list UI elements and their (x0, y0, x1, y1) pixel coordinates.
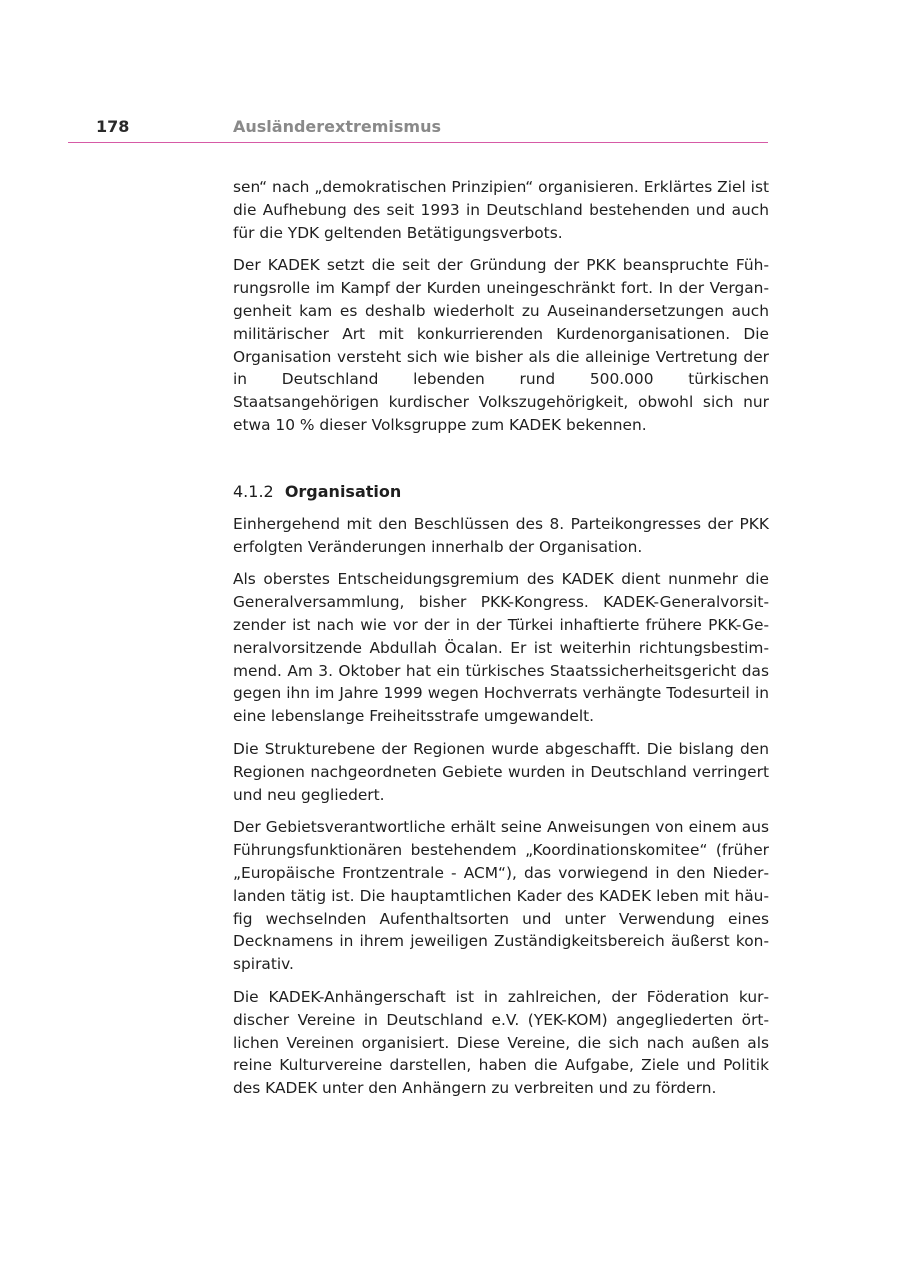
paragraph: Die KADEK-Anhängerschaft ist in zahlreichen, der Föderation kurdischer Vereine in Deutschland e.V. (YEK-KOM) angegliederten örtlichen Vereinen organisiert. Diese Vereine, die sich nach außen als reine Kulturvereine darstellen, haben die Aufgabe, Ziele und Politik des KADEK unter den Anhängern zu verbreiten und zu fördern. (233, 987, 769, 1098)
section-heading (233, 481, 769, 503)
running-title: Ausländerextremismus (233, 117, 441, 136)
page-number: 178 (96, 117, 130, 136)
paragraph: Die Strukturebene der Regionen wurde abgeschafft. Die bislang den Regionen nachgeordneten Gebiete wurden in Deutschland verringert und neu gegliedert. (233, 739, 769, 804)
paragraph: Einhergehend mit den Beschlüssen des 8. Parteikongresses der PKK erfolgten Veränderungen innerhalb der Organisation. (233, 514, 769, 556)
body-text (233, 176, 769, 1110)
page-header (68, 117, 768, 143)
section-number: 4.1.2 (233, 481, 274, 501)
paragraph: Der Gebietsverantwortliche erhält seine Anweisungen von einem aus Führungsfunktionären bestehendem „Koordinationskomitee“ (früher „Europäische Frontzentrale - ACM“), das vorwiegend in den Niederlanden tätig ist. Die hauptamtlichen Kader des KADEK leben mit häufig wechselnden Aufenthaltsorten und unter Verwendung eines Decknamens in ihrem jeweiligen Zuständigkeitsbereich äußerst konspirativ. (233, 818, 769, 974)
paragraph: sen“ nach „demokratischen Prinzipien“ organisieren. Erklärtes Ziel ist die Aufhebung des seit 1993 in Deutschland bestehenden und auch für die YDK geltenden Betätigungsverbots. (233, 178, 769, 242)
paragraph: Der KADEK setzt die seit der Gründung der PKK beanspruchte Führungsrolle im Kampf der Kurden uneingeschränkt fort. In der Vergangenheit kam es deshalb wiederholt zu Auseinandersetzungen auch militärischer Art mit konkurrierenden Kurdenorganisationen. Die Organisation versteht sich wie bisher als die alleinige Vertretung der in Deutschland lebenden rund 500.000 türkischen Staatsangehörigen kurdischer Volkszugehörigkeit, obwohl sich nur etwa 10 % dieser Volksgruppe zum KADEK bekennen. (233, 256, 769, 434)
section-title: Organisation (284, 481, 402, 501)
paragraph: Als oberstes Entscheidungsgremium des KADEK dient nunmehr die Generalversammlung, bisher PKK-Kongress. KADEK-Generalvorsitzender ist nach wie vor der in der Türkei inhaftierte frühere PKK-Generalvorsitzende Abdullah Öcalan. Er ist weiterhin richtungsbestimmend. Am 3. Oktober hat ein türkisches Staatssicherheitsgericht das gegen ihn im Jahre 1999 wegen Hochverrats verhängte Todesurteil in eine lebenslange Freiheitsstrafe umgewandelt. (233, 570, 769, 726)
